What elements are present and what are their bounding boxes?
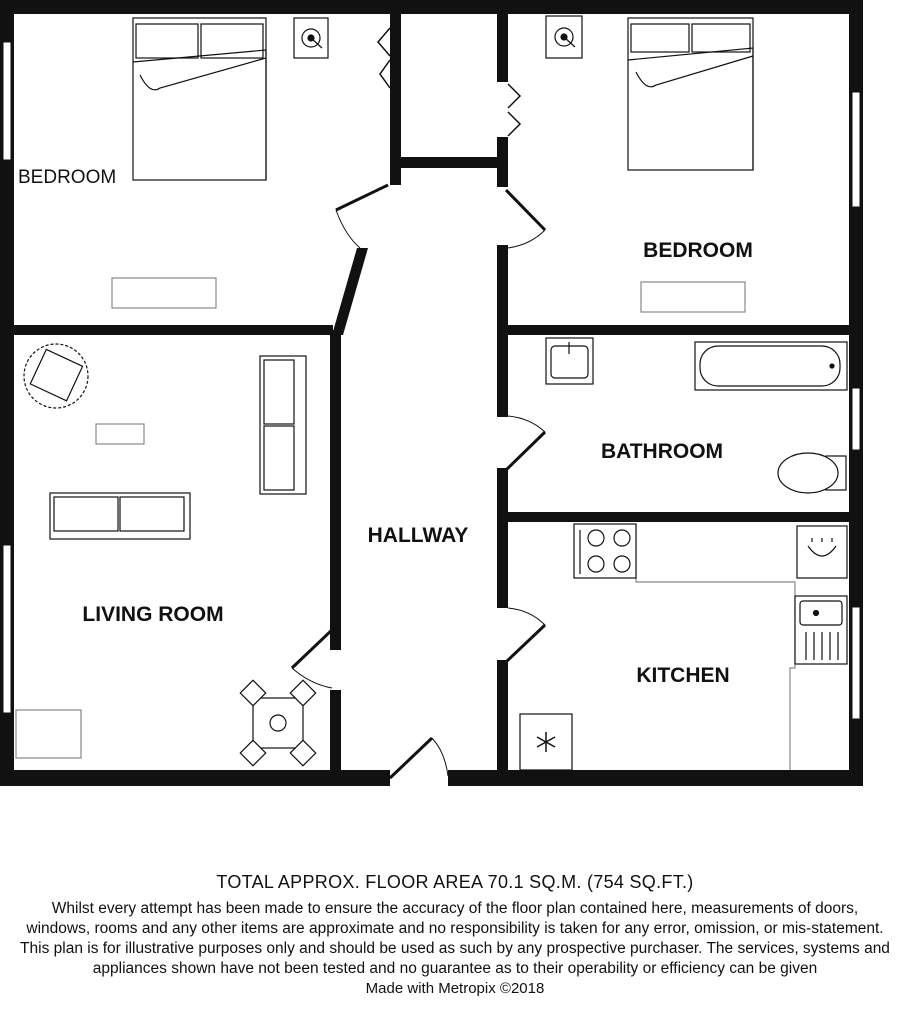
bathtub — [695, 342, 847, 390]
sink-icon — [795, 596, 847, 664]
coffee-table — [96, 424, 144, 444]
plan-footer — [0, 872, 910, 997]
room-label-living-room: LIVING ROOM — [82, 603, 224, 626]
radiator — [16, 710, 81, 758]
washing-machine-icon — [797, 526, 847, 578]
radiator — [641, 282, 745, 312]
room-label-bedroom-2: BEDROOM — [643, 239, 753, 262]
dining-table — [253, 698, 303, 748]
credit-text: Made with Metropix ©2018 — [365, 980, 545, 997]
room-label-kitchen: KITCHEN — [636, 664, 730, 687]
room-label-bathroom: BATHROOM — [600, 440, 724, 463]
room-label-bedroom-1: BEDROOM — [18, 167, 117, 188]
total-floor-area: TOTAL APPROX. FLOOR AREA 70.1 SQ.M. (754 SQ.FT.) — [216, 872, 694, 892]
bedroom-1-furniture — [112, 18, 328, 308]
living-room-furniture — [16, 344, 316, 766]
bedroom-2-furniture — [546, 16, 753, 312]
disclaimer-text: Whilst every attempt has been made to ensure the accuracy of the floor plan contained here, measurements of doors, windows, rooms and any other items are approximate and no responsibility is taken for any error, omission, or mis-statement. This plan is for illustrative purposes only and should be used as such by any prospective purchaser. The services, systems and appliances shown have not been tested and no guarantee as to their operability or efficiency can be given — [20, 900, 890, 977]
kitchen-fixtures — [520, 524, 847, 770]
room-label-hallway: HALLWAY — [367, 524, 469, 547]
bathroom-fixtures — [546, 338, 847, 493]
radiator — [112, 278, 216, 308]
